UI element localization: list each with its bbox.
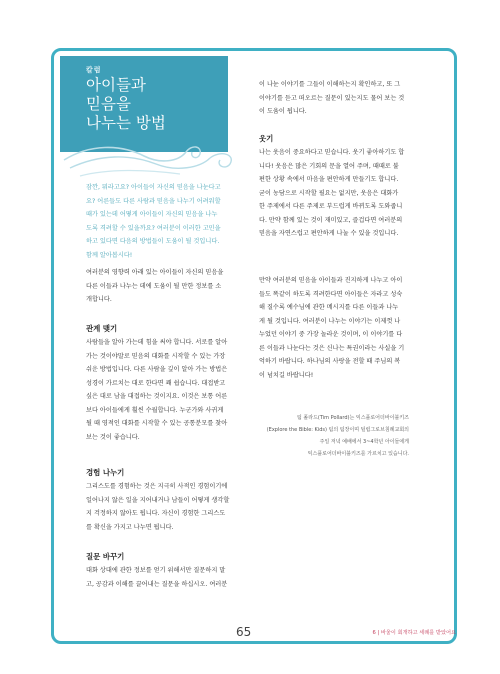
section-relationships bbox=[86, 322, 234, 444]
body-line: 싶은 대로 남을 대접하는 것이지요. 이것은 보통 어른 bbox=[86, 393, 228, 400]
intro-line: 여러분의 영향력 아래 있는 아이들이 자신의 믿음을 bbox=[86, 269, 224, 276]
attribution-line: (Explore the Bible: Kids) 팀의 팀장이며 틸립그로브침례교회의 bbox=[266, 427, 409, 433]
title-line: 믿음을 bbox=[86, 95, 131, 113]
chapter-title: 6 | 바울이 회개하고 세례를 받았어요 bbox=[372, 630, 456, 636]
attribution-line: 익스플로어더바이블키즈를 가르치고 있습니다. bbox=[307, 451, 409, 457]
title-line: 나누는 방법 bbox=[86, 114, 166, 132]
body-line: 보는 것이 좋습니다. bbox=[86, 433, 140, 441]
intro-line: 다른 이들과 나누는 데에 도움이 될 만한 정보를 소 bbox=[86, 282, 222, 290]
section-heading: 질문 바꾸기 bbox=[86, 552, 125, 561]
body-line: 쉬운 방법입니다. 다른 사람을 깊이 알아 가는 방법은 bbox=[86, 366, 228, 373]
attribution-line: 주일 저녁 예배에서 3~4학년 아이들에게 bbox=[319, 439, 409, 445]
lead-line: 때가 있는데 어떻게 아이들이 자신의 믿음을 나누 bbox=[86, 211, 218, 218]
lead-line: 함께 알아봅시다! bbox=[86, 251, 133, 259]
author-attribution bbox=[259, 412, 409, 460]
continued-paragraph bbox=[259, 78, 409, 119]
body-line: 니다! 웃음은 많은 기회의 문을 열어 주며, 때때로 불 bbox=[259, 162, 399, 170]
body-line: 게 될 것입니다. 여러분이 나누는 이야기는 이제껏 나 bbox=[259, 317, 401, 325]
body-line: 굳이 농담으로 시작할 필요는 없지만, 웃음은 대화가 bbox=[259, 189, 399, 197]
intro-line: 개합니다. bbox=[86, 296, 112, 303]
lead-line: 요? 어른들도 다른 사람과 믿음을 나누기 어려워할 bbox=[86, 197, 221, 205]
body-line: 가는 것이야말로 믿음의 대화를 시작할 수 있는 가장 bbox=[86, 352, 226, 360]
wave-decoration bbox=[60, 140, 250, 180]
body-line: 보다 아이들에게 훨씬 수월합니다. 누군가와 사귀게 bbox=[86, 406, 224, 414]
body-line: 누었던 이야기 중 가장 놀라운 것이며, 이 이야기를 다 bbox=[259, 331, 403, 338]
body-line: 믿음을 자연스럽고 편안하게 나눌 수 있을 것입니다. bbox=[259, 230, 399, 237]
section-heading: 경험 나누기 bbox=[86, 468, 125, 477]
body-line: 고, 공감과 이해를 끌어내는 질문을 하십시오. 여러분 bbox=[86, 580, 228, 588]
intro-paragraph bbox=[86, 266, 234, 307]
body-line: 이야기를 듣고 떠오르는 질문이 있는지도 물어 보는 것 bbox=[259, 94, 405, 102]
page-title bbox=[86, 76, 226, 133]
page-number: 65 bbox=[236, 625, 252, 639]
body-line: 이 넘치길 바랍니다! bbox=[259, 371, 314, 379]
body-line: 사람들을 알아 가는데 힘을 써야 합니다. 서로를 알아 bbox=[86, 339, 228, 346]
body-line: 들도 똑같이 하도록 격려한다면 아이들은 자라고 성숙 bbox=[259, 290, 403, 298]
body-line: 될 때 영적인 대화를 시작할 수 있는 공통분모를 찾아 bbox=[86, 420, 228, 427]
section-laughing bbox=[259, 132, 409, 241]
lead-line: 하고 있다면 다음의 방법들이 도움이 될 것입니다. bbox=[86, 238, 220, 245]
section-sharing-experience bbox=[86, 466, 234, 534]
section-heading: 관계 맺기 bbox=[86, 324, 118, 333]
body-line: 나는 웃음이 중요하다고 믿습니다. 웃기 좋아하기도 합 bbox=[259, 149, 405, 156]
body-line: 른 이들과 나눈다는 것은 신나는 특권이라는 사실을 기 bbox=[259, 344, 405, 352]
body-line: 억하기 바랍니다. 하나님의 사랑을 전할 때 주님의 복 bbox=[259, 358, 401, 365]
body-line: 지 걱정하지 않아도 됩니다. 자신이 경험한 그리스도 bbox=[86, 510, 226, 517]
column-label: 칼럼 bbox=[86, 66, 102, 74]
body-line: 대화 상대에 관한 정보를 얻기 위해서만 질문하지 말 bbox=[86, 567, 226, 574]
body-line: 이 나눈 이야기를 그들이 이해하는지 확인하고, 또 그 bbox=[259, 81, 401, 88]
body-line: 그리스도를 경험하는 것은 지극히 사적인 경험이기에 bbox=[86, 483, 228, 490]
title-line: 아이들과 bbox=[86, 76, 146, 94]
body-line: 성경이 가르치는 대로 한다면 꽤 쉽습니다. 대접받고 bbox=[86, 379, 226, 387]
body-line: 만약 여러분의 믿음을 아이들과 진지하게 나누고 아이 bbox=[259, 277, 403, 284]
closing-paragraph bbox=[259, 274, 409, 382]
body-line: 를 확신을 가지고 나누면 됩니다. bbox=[86, 523, 174, 531]
body-line: 편한 상황 속에서 마음을 편안하게 만들기도 합니다. bbox=[259, 176, 399, 183]
lead-line: 도록 격려할 수 있을까요? 여러분이 이러한 고민을 bbox=[86, 224, 221, 232]
body-line: 한 주제에서 다른 주제로 부드럽게 바뀌도록 도와줍니 bbox=[259, 203, 403, 210]
lead-paragraph bbox=[86, 181, 234, 262]
section-heading: 웃기 bbox=[259, 134, 274, 143]
section-changing-questions bbox=[86, 550, 234, 591]
body-line: 일어나지 않은 일을 지어내거나 남들이 어떻게 생각할 bbox=[86, 496, 230, 504]
body-line: 해 질수록 예수님에 관한 메시지를 다른 이들과 나누 bbox=[259, 304, 399, 311]
lead-line: 잠깐, 뭐라고요? 아이들이 자신의 믿음을 나눈다고 bbox=[86, 184, 221, 191]
attribution-line: 팀 폴라드(Tim Pollard)는 익스플로어더바이블키즈 bbox=[297, 415, 409, 421]
body-line: 이 도움이 됩니다. bbox=[259, 108, 307, 115]
body-line: 다. 만약 함께 있는 것이 재미있고, 즐겁다면 여러분의 bbox=[259, 216, 403, 224]
